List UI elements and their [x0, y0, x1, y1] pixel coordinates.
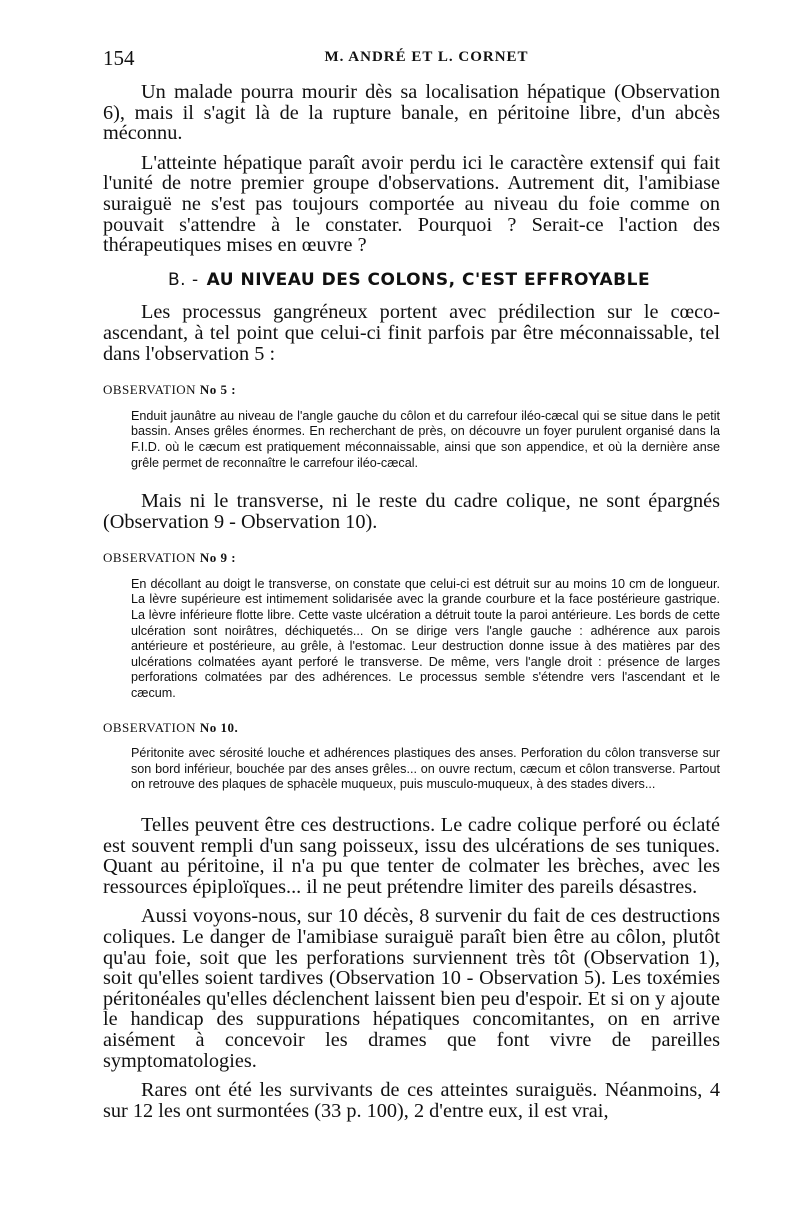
observation-number: No 9 : — [199, 550, 237, 566]
section-heading — [103, 270, 720, 291]
observation-label: OBSERVATION — [103, 719, 197, 735]
observation-5-text: Enduit jaunâtre au niveau de l'angle gauche du côlon et du carrefour iléo-cæcal qui se situe dans le petit bassin. Anses grêles énormes. En recherchant de près, on découvre un foyer purulent organisé dans la F.I.D. où le cæcum est pratiquement méconnaissable, ainsi que son appendice, et où la dernière anse grêle permet de reconnaître le carrefour iléo-cæcal. — [131, 408, 720, 470]
section-title: AU NIVEAU DES COLONS, C'EST EFFROYABLE — [206, 269, 651, 290]
observation-10-text: Péritonite avec sérosité louche et adhérences plastiques des anses. Perforation du côlon transverse sur son bord inférieur, bouchée par des anses grêles... on ouvre rectum, cæcum et côlon transverse. Partout on retrouve des plaques de sphacèle muqueux, puis musculo-muqueux, à des stades divers... — [131, 746, 720, 792]
running-head: M. ANDRÉ ET L. CORNET — [324, 49, 529, 65]
paragraph-6: Aussi voyons-nous, sur 10 décès, 8 survenir du fait de ces destructions coliques. Le danger de l'amibiase suraiguë paraît bien être au côlon, plutôt qu'au foie, soit que les perforations surviennent très tôt (Observation 1), soit qu'elles soient tardives (Observation 10 - Observation 5). Les toxémies péritonéales qu'elles déclenchent laissent bien peu d'espoir. Et si on y ajoute le handicap des suppurations hépatiques concomitantes, on en arrive aisément à concevoir les drames que font vivre de pareilles symptomatologies. — [103, 905, 720, 1072]
paragraph-4: Mais ni le transverse, ni le reste du cadre colique, ne sont épargnés (Observation 9 - Observation 10). — [103, 490, 720, 533]
observation-9-title — [103, 548, 720, 569]
paragraph-2: L'atteinte hépatique paraît avoir perdu ici le caractère extensif qui fait l'unité de notre premier groupe d'observations. Autrement dit, l'amibiase suraiguë ne s'est pas toujours comportée au niveau du foie comme on pouvait s'attendre à le constater. Pourquoi ? Serait-ce l'action des thérapeutiques mises en œuvre ? — [103, 151, 720, 257]
section-letter: B. - — [168, 269, 199, 290]
paragraph-1: Un malade pourra mourir dès sa localisation hépatique (Observation 6), mais il s'agit là de la rupture banale, en péritoine libre, d'un abcès méconnu. — [103, 81, 720, 145]
page-header — [103, 46, 720, 70]
article-body — [103, 82, 720, 1130]
observation-5-title — [103, 380, 720, 401]
observation-number: No 5 : — [199, 382, 237, 398]
paragraph-5: Telles peuvent être ces destructions. Le cadre colique perforé ou éclaté est souvent rempli d'un sang poisseux, issu des ulcérations de ses tuniques. Quant au péritoine, il n'a pu que tenter de colmater les brèches, avec les ressources épiploïques... il ne peut prétendre limiter des pareils désastres. — [103, 814, 720, 898]
page-number: 154 — [103, 46, 135, 70]
observation-label: OBSERVATION — [103, 382, 197, 398]
paragraph-7: Rares ont été les survivants de ces atteintes suraiguës. Néanmoins, 4 sur 12 les ont surmontées (33 p. 100), 2 d'entre eux, il est vrai, — [103, 1079, 720, 1122]
paragraph-3: Les processus gangréneux portent avec prédilection sur le cœco-ascendant, à tel point que celui-ci finit parfois par être méconnaissable, tel dans l'observation 5 : — [103, 301, 720, 365]
observation-9-text: En décollant au doigt le transverse, on constate que celui-ci est détruit sur au moins 10 cm de longueur. La lèvre supérieure est intimement solidarisée avec la grande courbure et la face postérieure gastrique. La lèvre inférieure flotte libre. Cette vaste ulcération a détruit toute la paroi antérieure. Les bords de cette ulcération sont noirâtres, déchiquetés... On se dirige vers l'angle gauche : adhérence aux parois antérieure et postérieure, au grêle, à l'estomac. Leur destruction donne issue à des matières par des ulcérations colmatées ayant perforé le transverse. De même, vers l'angle droit : présence de larges perforations colmatées par des adhérences. Le processus semble s'étendre vers l'ascendant et le cæcum. — [131, 576, 720, 701]
observation-10-title — [103, 718, 720, 739]
observation-number: No 10. — [199, 719, 239, 735]
observation-label: OBSERVATION — [103, 550, 197, 566]
